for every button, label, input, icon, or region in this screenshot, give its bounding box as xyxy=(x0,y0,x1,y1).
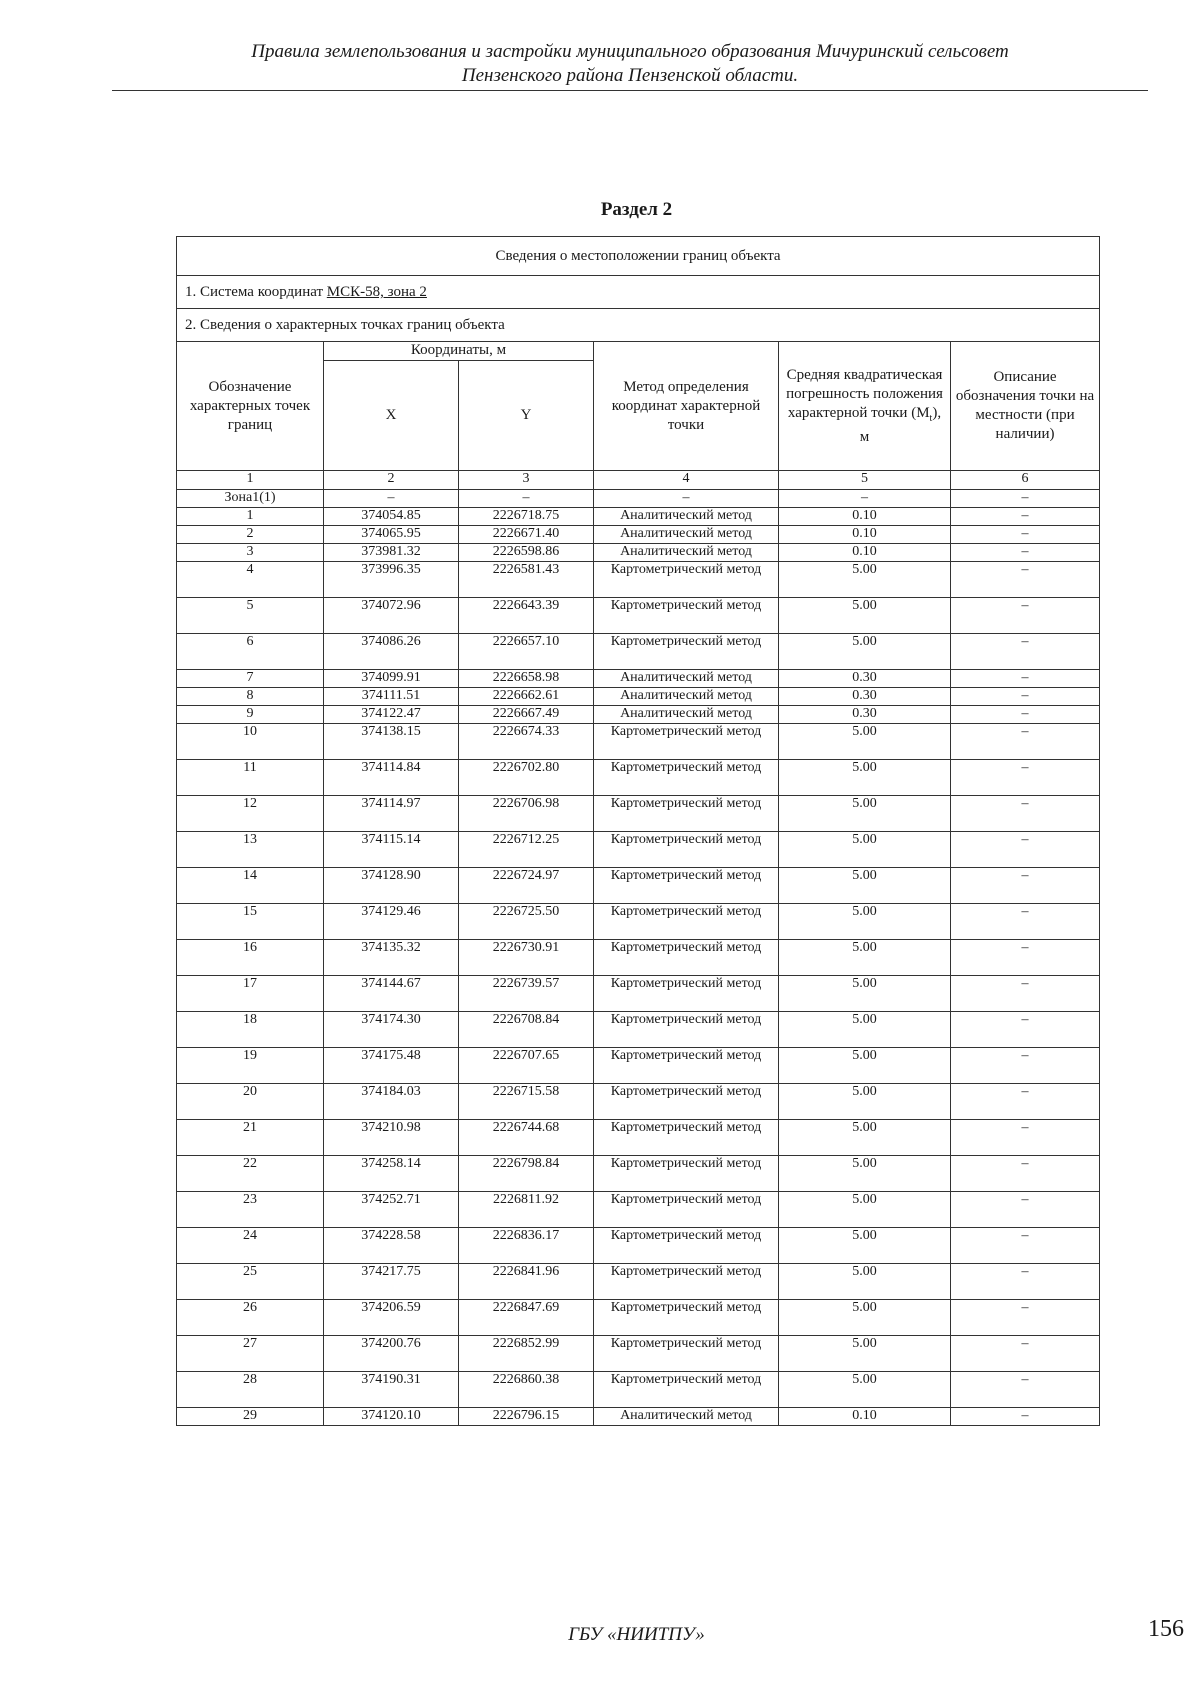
boundary-points-table xyxy=(176,236,1100,1426)
x-coordinate-cell: 374217.75 xyxy=(324,1264,459,1300)
description-cell: – xyxy=(951,508,1100,526)
method-cell: Аналитический метод xyxy=(594,508,779,526)
description-cell: – xyxy=(951,562,1100,598)
table-row xyxy=(177,1372,1100,1408)
table-row xyxy=(177,1408,1100,1426)
x-coordinate-cell: 374190.31 xyxy=(324,1372,459,1408)
point-id-cell: 18 xyxy=(177,1012,324,1048)
error-cell: 5.00 xyxy=(779,1084,951,1120)
error-cell: 5.00 xyxy=(779,796,951,832)
table-row xyxy=(177,760,1100,796)
table-row xyxy=(177,562,1100,598)
table-row xyxy=(177,1120,1100,1156)
point-id-cell: 4 xyxy=(177,562,324,598)
method-cell: Картометрический метод xyxy=(594,598,779,634)
point-id-cell: 21 xyxy=(177,1120,324,1156)
error-cell: 5.00 xyxy=(779,1012,951,1048)
method-cell: Картометрический метод xyxy=(594,1048,779,1084)
col-number: 1 xyxy=(177,471,324,490)
point-id-cell: 1 xyxy=(177,508,324,526)
coord-system-row xyxy=(177,276,1100,309)
x-coordinate-cell: 374122.47 xyxy=(324,706,459,724)
method-cell: Аналитический метод xyxy=(594,544,779,562)
table-row xyxy=(177,1264,1100,1300)
description-cell: – xyxy=(951,1228,1100,1264)
table-row xyxy=(177,1156,1100,1192)
description-cell: – xyxy=(951,1408,1100,1426)
y-coordinate-cell: 2226702.80 xyxy=(459,760,594,796)
coords-header: Координаты, м xyxy=(324,342,594,361)
x-coordinate-cell: 374252.71 xyxy=(324,1192,459,1228)
description-cell: – xyxy=(951,1336,1100,1372)
description-cell: – xyxy=(951,634,1100,670)
table-row xyxy=(177,724,1100,760)
error-cell: 5.00 xyxy=(779,940,951,976)
y-coordinate-cell: 2226718.75 xyxy=(459,508,594,526)
x-coordinate-cell: 374065.95 xyxy=(324,526,459,544)
error-cell: 5.00 xyxy=(779,1048,951,1084)
header-line-1: Правила землепользования и застройки муниципального образования Мичуринский сельсовет xyxy=(251,41,1009,62)
y-coordinate-cell: 2226706.98 xyxy=(459,796,594,832)
method-cell: Картометрический метод xyxy=(594,1336,779,1372)
error-cell: 5.00 xyxy=(779,904,951,940)
y-coordinate-cell: 2226671.40 xyxy=(459,526,594,544)
method-cell: Картометрический метод xyxy=(594,1372,779,1408)
method-cell: Картометрический метод xyxy=(594,1156,779,1192)
y-coordinate-cell: 2226712.25 xyxy=(459,832,594,868)
y-coordinate-cell: 2226708.84 xyxy=(459,1012,594,1048)
error-header: Средняя квадратическая погрешность положения характерной точки $(M_t)$, м xyxy=(779,342,951,471)
designation-header: Обозначение характерных точек границ xyxy=(177,342,324,471)
description-cell: – xyxy=(951,706,1100,724)
point-id-cell: 6 xyxy=(177,634,324,670)
y-coordinate-cell: 2226739.57 xyxy=(459,976,594,1012)
point-id-cell: 5 xyxy=(177,598,324,634)
method-cell: Аналитический метод xyxy=(594,1408,779,1426)
table-row xyxy=(177,904,1100,940)
description-cell: – xyxy=(951,1012,1100,1048)
description-cell: – xyxy=(951,724,1100,760)
description-cell: – xyxy=(951,688,1100,706)
y-coordinate-cell: 2226847.69 xyxy=(459,1300,594,1336)
y-coordinate-cell: – xyxy=(459,490,594,508)
x-coordinate-cell: 374114.97 xyxy=(324,796,459,832)
method-cell: Аналитический метод xyxy=(594,526,779,544)
error-cell: 0.10 xyxy=(779,526,951,544)
error-cell: 5.00 xyxy=(779,1156,951,1192)
table-row xyxy=(177,490,1100,508)
error-cell: 5.00 xyxy=(779,598,951,634)
x-coordinate-cell: 374129.46 xyxy=(324,904,459,940)
x-coordinate-cell: 374200.76 xyxy=(324,1336,459,1372)
col-number: 5 xyxy=(779,471,951,490)
x-header: X xyxy=(324,361,459,471)
point-id-cell: 24 xyxy=(177,1228,324,1264)
method-header: Метод определения координат характерной точки xyxy=(594,342,779,471)
error-cell: 5.00 xyxy=(779,1120,951,1156)
point-id-cell: 28 xyxy=(177,1372,324,1408)
x-coordinate-cell: 374206.59 xyxy=(324,1300,459,1336)
x-coordinate-cell: 374115.14 xyxy=(324,832,459,868)
error-cell: 5.00 xyxy=(779,1372,951,1408)
x-coordinate-cell: 374135.32 xyxy=(324,940,459,976)
error-cell: 5.00 xyxy=(779,634,951,670)
method-cell: Картометрический метод xyxy=(594,796,779,832)
table-row xyxy=(177,1012,1100,1048)
x-coordinate-cell: 374138.15 xyxy=(324,724,459,760)
coord-system-label: 1. Система координат xyxy=(185,284,327,300)
y-coordinate-cell: 2226798.84 xyxy=(459,1156,594,1192)
y-coordinate-cell: 2226581.43 xyxy=(459,562,594,598)
point-id-cell: 12 xyxy=(177,796,324,832)
description-cell: – xyxy=(951,526,1100,544)
y-coordinate-cell: 2226657.10 xyxy=(459,634,594,670)
method-cell: Аналитический метод xyxy=(594,670,779,688)
table-row xyxy=(177,1048,1100,1084)
method-cell: Картометрический метод xyxy=(594,634,779,670)
error-cell: 5.00 xyxy=(779,1300,951,1336)
table-row xyxy=(177,544,1100,562)
table-row xyxy=(177,796,1100,832)
error-cell: 5.00 xyxy=(779,976,951,1012)
point-id-cell: 3 xyxy=(177,544,324,562)
x-coordinate-cell: – xyxy=(324,490,459,508)
point-id-cell: 20 xyxy=(177,1084,324,1120)
page-number: 156 xyxy=(1148,1616,1184,1642)
point-id-cell: 22 xyxy=(177,1156,324,1192)
method-cell: Картометрический метод xyxy=(594,904,779,940)
header-divider xyxy=(112,90,1148,91)
description-cell: – xyxy=(951,796,1100,832)
error-cell: 0.30 xyxy=(779,688,951,706)
description-cell: – xyxy=(951,1300,1100,1336)
description-cell: – xyxy=(951,1156,1100,1192)
description-cell: – xyxy=(951,940,1100,976)
error-cell: 0.10 xyxy=(779,508,951,526)
table-row xyxy=(177,526,1100,544)
method-cell: Картометрический метод xyxy=(594,562,779,598)
table-row xyxy=(177,706,1100,724)
y-coordinate-cell: 2226707.65 xyxy=(459,1048,594,1084)
description-cell: – xyxy=(951,544,1100,562)
points-section-title: 2. Сведения о характерных точках границ объекта xyxy=(177,309,1100,342)
point-id-cell: 10 xyxy=(177,724,324,760)
table-title: Сведения о местоположении границ объекта xyxy=(177,237,1100,276)
x-coordinate-cell: 374210.98 xyxy=(324,1120,459,1156)
method-cell: Картометрический метод xyxy=(594,1300,779,1336)
y-coordinate-cell: 2226598.86 xyxy=(459,544,594,562)
description-cell: – xyxy=(951,1372,1100,1408)
y-coordinate-cell: 2226667.49 xyxy=(459,706,594,724)
point-id-cell: 2 xyxy=(177,526,324,544)
table-row xyxy=(177,976,1100,1012)
point-id-cell: 11 xyxy=(177,760,324,796)
point-id-cell: 17 xyxy=(177,976,324,1012)
description-cell: – xyxy=(951,1264,1100,1300)
error-cell: – xyxy=(779,490,951,508)
description-cell: – xyxy=(951,760,1100,796)
method-cell: Аналитический метод xyxy=(594,688,779,706)
point-id-cell: 14 xyxy=(177,868,324,904)
table-row xyxy=(177,1228,1100,1264)
description-cell: – xyxy=(951,490,1100,508)
description-cell: – xyxy=(951,1120,1100,1156)
method-cell: Картометрический метод xyxy=(594,1228,779,1264)
point-id-cell: 27 xyxy=(177,1336,324,1372)
error-cell: 0.10 xyxy=(779,1408,951,1426)
method-cell: Картометрический метод xyxy=(594,832,779,868)
table-row xyxy=(177,508,1100,526)
x-coordinate-cell: 374258.14 xyxy=(324,1156,459,1192)
error-cell: 5.00 xyxy=(779,1336,951,1372)
error-cell: 5.00 xyxy=(779,1192,951,1228)
description-cell: – xyxy=(951,598,1100,634)
error-cell: 5.00 xyxy=(779,1228,951,1264)
method-cell: Картометрический метод xyxy=(594,1120,779,1156)
point-id-cell: 25 xyxy=(177,1264,324,1300)
error-cell: 5.00 xyxy=(779,562,951,598)
y-header: Y xyxy=(459,361,594,471)
y-coordinate-cell: 2226725.50 xyxy=(459,904,594,940)
table-row xyxy=(177,1192,1100,1228)
footer-organization: ГБУ «НИИТПУ» xyxy=(568,1624,705,1645)
x-coordinate-cell: 374144.67 xyxy=(324,976,459,1012)
y-coordinate-cell: 2226643.39 xyxy=(459,598,594,634)
y-coordinate-cell: 2226796.15 xyxy=(459,1408,594,1426)
x-coordinate-cell: 374175.48 xyxy=(324,1048,459,1084)
x-coordinate-cell: 374114.84 xyxy=(324,760,459,796)
method-cell: Картометрический метод xyxy=(594,976,779,1012)
y-coordinate-cell: 2226811.92 xyxy=(459,1192,594,1228)
point-id-cell: 29 xyxy=(177,1408,324,1426)
method-cell: Картометрический метод xyxy=(594,724,779,760)
column-number-row xyxy=(177,471,1100,490)
point-id-cell: 9 xyxy=(177,706,324,724)
error-cell: 5.00 xyxy=(779,868,951,904)
x-coordinate-cell: 374228.58 xyxy=(324,1228,459,1264)
error-cell: 5.00 xyxy=(779,760,951,796)
x-coordinate-cell: 374120.10 xyxy=(324,1408,459,1426)
point-id-cell: 26 xyxy=(177,1300,324,1336)
error-cell: 0.30 xyxy=(779,670,951,688)
method-cell: Аналитический метод xyxy=(594,706,779,724)
description-cell: – xyxy=(951,1084,1100,1120)
method-cell: Картометрический метод xyxy=(594,1084,779,1120)
y-coordinate-cell: 2226744.68 xyxy=(459,1120,594,1156)
description-header: Описание обозначения точки на местности (при наличии) xyxy=(951,342,1100,471)
point-id-cell: 16 xyxy=(177,940,324,976)
x-coordinate-cell: 373996.35 xyxy=(324,562,459,598)
y-coordinate-cell: 2226658.98 xyxy=(459,670,594,688)
x-coordinate-cell: 374128.90 xyxy=(324,868,459,904)
x-coordinate-cell: 374086.26 xyxy=(324,634,459,670)
description-cell: – xyxy=(951,1192,1100,1228)
method-cell: Картометрический метод xyxy=(594,1192,779,1228)
section-title: Раздел 2 xyxy=(600,199,673,220)
table-row xyxy=(177,688,1100,706)
y-coordinate-cell: 2226852.99 xyxy=(459,1336,594,1372)
col-number: 3 xyxy=(459,471,594,490)
running-header xyxy=(112,40,1148,88)
method-cell: – xyxy=(594,490,779,508)
table-row xyxy=(177,670,1100,688)
method-cell: Картометрический метод xyxy=(594,1264,779,1300)
y-coordinate-cell: 2226715.58 xyxy=(459,1084,594,1120)
table-row xyxy=(177,940,1100,976)
description-cell: – xyxy=(951,976,1100,1012)
point-id-cell: 15 xyxy=(177,904,324,940)
error-cell: 0.30 xyxy=(779,706,951,724)
method-cell: Картометрический метод xyxy=(594,868,779,904)
table-row xyxy=(177,1336,1100,1372)
y-coordinate-cell: 2226841.96 xyxy=(459,1264,594,1300)
error-cell: 0.10 xyxy=(779,544,951,562)
point-id-cell: 7 xyxy=(177,670,324,688)
point-id-cell: 8 xyxy=(177,688,324,706)
coord-system-value: МСК-58, зона 2 xyxy=(326,284,427,300)
table-row xyxy=(177,598,1100,634)
x-coordinate-cell: 373981.32 xyxy=(324,544,459,562)
x-coordinate-cell: 374184.03 xyxy=(324,1084,459,1120)
col-number: 6 xyxy=(951,471,1100,490)
y-coordinate-cell: 2226662.61 xyxy=(459,688,594,706)
point-id-cell: 13 xyxy=(177,832,324,868)
method-cell: Картометрический метод xyxy=(594,760,779,796)
method-cell: Картометрический метод xyxy=(594,940,779,976)
method-cell: Картометрический метод xyxy=(594,1012,779,1048)
table-row xyxy=(177,634,1100,670)
error-cell: 5.00 xyxy=(779,724,951,760)
header-line-2: Пензенского района Пензенской области. xyxy=(461,65,799,86)
point-id-cell: Зона1(1) xyxy=(177,490,324,508)
error-cell: 5.00 xyxy=(779,1264,951,1300)
y-coordinate-cell: 2226724.97 xyxy=(459,868,594,904)
y-coordinate-cell: 2226836.17 xyxy=(459,1228,594,1264)
x-coordinate-cell: 374072.96 xyxy=(324,598,459,634)
description-cell: – xyxy=(951,904,1100,940)
point-id-cell: 19 xyxy=(177,1048,324,1084)
x-coordinate-cell: 374174.30 xyxy=(324,1012,459,1048)
table-row xyxy=(177,1300,1100,1336)
x-coordinate-cell: 374054.85 xyxy=(324,508,459,526)
description-cell: – xyxy=(951,1048,1100,1084)
error-cell: 5.00 xyxy=(779,832,951,868)
table-row xyxy=(177,1084,1100,1120)
description-cell: – xyxy=(951,868,1100,904)
col-number: 4 xyxy=(594,471,779,490)
point-id-cell: 23 xyxy=(177,1192,324,1228)
x-coordinate-cell: 374111.51 xyxy=(324,688,459,706)
x-coordinate-cell: 374099.91 xyxy=(324,670,459,688)
table-row xyxy=(177,868,1100,904)
table-row xyxy=(177,832,1100,868)
y-coordinate-cell: 2226730.91 xyxy=(459,940,594,976)
y-coordinate-cell: 2226860.38 xyxy=(459,1372,594,1408)
y-coordinate-cell: 2226674.33 xyxy=(459,724,594,760)
col-number: 2 xyxy=(324,471,459,490)
description-cell: – xyxy=(951,670,1100,688)
description-cell: – xyxy=(951,832,1100,868)
